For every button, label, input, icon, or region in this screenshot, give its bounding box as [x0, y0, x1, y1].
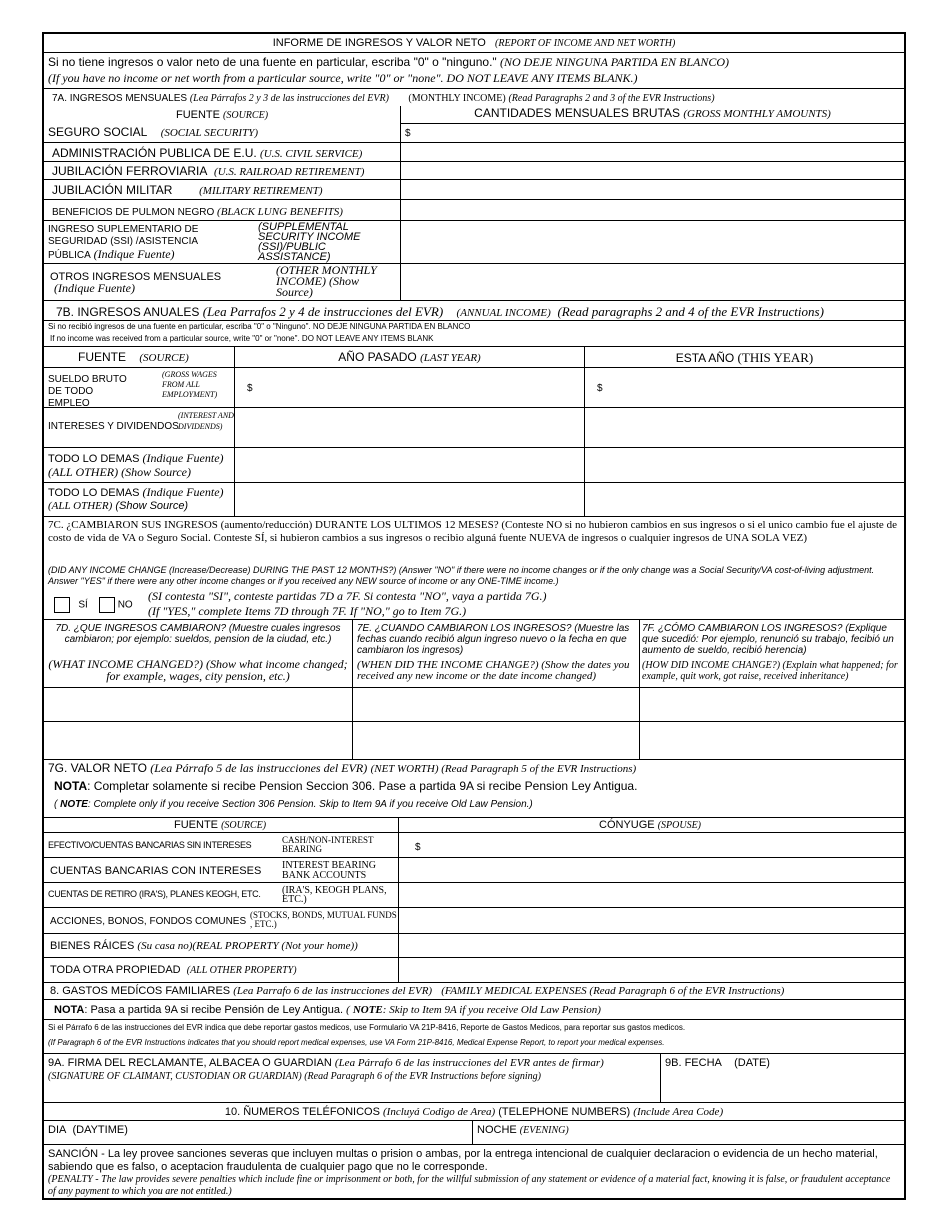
s8-instructions: [44, 1019, 904, 1053]
notice-es: Si no tiene ingresos o valor neto de una fuente en particular, escriba "0" o "ninguno.": [48, 55, 497, 69]
s7f-header-es: 7F. ¿CÓMO CAMBIARON LOS INGRESOS? (Explique que sucedió: Por ejemplo, renunció su trabajo, fecibió un aumento de sueldo, recibió herencia): [642, 623, 894, 656]
daytime-label-en: (DAYTIME): [72, 1124, 128, 1136]
date-label-en: (DATE): [734, 1057, 770, 1069]
this-year-header-en: (THIS YEAR): [737, 350, 814, 365]
s7c-instruction-es: (SI contesta "SI", conteste partidas 7D a 7F. Si contesta "NO", vaya a partida 7G.): [148, 589, 547, 603]
s8-nota-label: NOTA: [54, 1004, 85, 1016]
s7b-col-header: [44, 346, 904, 367]
how-changed-field[interactable]: [639, 688, 904, 721]
realty-label-en: (REAL PROPERTY (Not your home)): [192, 940, 358, 952]
change-date-field[interactable]: [352, 722, 639, 759]
s10-title: 10. ÑUMEROS TELÉFONICOS: [224, 1106, 380, 1118]
s7g-row-other: [44, 957, 904, 982]
s7g-row-ira: [44, 882, 904, 907]
s7a-amount-header: CANTIDADES MENSUALES BRUTAS: [474, 106, 680, 120]
signature-label-en: (SIGNATURE OF CLAIMANT, CUSTODIAN OR GUARDIAN) (Read Paragraph 6 of the EVR Instructions before signing): [48, 1071, 542, 1082]
s7b-note: [44, 320, 904, 346]
s7a-row-civil-service: [44, 142, 904, 161]
s7b-row-other-1: [44, 447, 904, 482]
s8-instructions-es: Si el Párrafo 6 de las instrucciones del EVR indica que debe reportar gastos medicos, use Formulario VA 21P-8416, Reporte de Gastos Medicos, para reportar sus gastos medicos.: [48, 1023, 686, 1032]
interest-label: INTERESES Y DIVIDENDOS: [48, 421, 179, 432]
nota-label: NOTA: [54, 779, 88, 793]
other-monthly-label: OTROS INGRESOS MENSUALES: [50, 271, 222, 283]
this-year-header: ESTA AÑO: [675, 351, 735, 365]
s7a-title-i: (Lea Párrafos 2 y 3 de las instrucciones del EVR): [189, 93, 389, 104]
form-title: INFORME DE INGRESOS Y VALOR NETO: [272, 37, 486, 49]
evening-label: NOCHE: [477, 1124, 517, 1136]
signature-label: 9A. FIRMA DEL RECLAMANTE, ALBACEA O GUARDIAN: [48, 1057, 332, 1069]
realty-label-i: (Su casa no): [137, 940, 193, 952]
cash-label: EFECTIVO/CUENTAS BANCARIAS SIN INTERESES: [48, 840, 252, 850]
s7g-row-realty: [44, 933, 904, 957]
section-8-title: [44, 982, 904, 999]
ira-label: CUENTAS DE RETIRO (IRA'S), PLANES KEOGH, ETC.: [48, 889, 261, 899]
interest-last-year[interactable]: [234, 408, 584, 447]
s7c-instruction-en: (If "YES," complete Items 7D through 7F. If "NO," go to Item 7G.): [148, 604, 467, 618]
ira-label-en: (IRA'S, KEOGH PLANS, ETC.): [282, 885, 387, 905]
other2-label-i: (Indique Fuente): [142, 485, 224, 499]
s7b-row-other-2: [44, 482, 904, 516]
s8-note-label: NOTE: [352, 1004, 383, 1016]
daytime-label: DIA: [48, 1124, 67, 1136]
s7a-row-other-monthly: [44, 263, 904, 300]
section-9: [44, 1053, 904, 1102]
s7d-header-es: 7D. ¿QUE INGRESOS CAMBIARON? (Muestre cuales ingresos cambiaron; por ejemplo: sueldos, pension de la ciudad, etc.): [55, 623, 341, 645]
railroad-amount[interactable]: [400, 162, 904, 179]
section-7d-7f-headers: [44, 619, 904, 687]
stocks-label-en: (STOCKS, BONDS, MUTUAL FUNDS , ETC.): [250, 910, 397, 929]
section-7c: [44, 516, 904, 619]
yes-checkbox[interactable]: [54, 597, 70, 613]
row-label: BENEFICIOS DE PULMON NEGRO: [52, 207, 215, 218]
s7a-row-social-security: [44, 123, 904, 142]
s7b-note-en: If no income was received from a particular source, write "0" or "none". DO NOT LEAVE ANY ITEMS BLANK: [50, 334, 434, 343]
interest-this-year[interactable]: [584, 408, 904, 447]
cash-amount[interactable]: [398, 833, 904, 857]
s7b-note-es: Si no recibió ingresos de una fuente en particular, escriba "0" o "Ninguno". NO DEJE NINGUNA PARTIDA EN BLANCO: [48, 322, 471, 331]
s7g-source-header: FUENTE: [174, 819, 218, 831]
other2-label: TODO LO DEMAS: [48, 487, 140, 499]
dollar-sign: $: [597, 383, 603, 394]
other2-label-en: (ALL OTHER): [48, 500, 113, 512]
income-changed-field[interactable]: [44, 722, 352, 759]
wages-label: SUELDO BRUTO DE TODO EMPLEO: [48, 374, 127, 409]
s7d-7f-row-1: [44, 687, 904, 721]
realty-amount[interactable]: [398, 934, 904, 957]
s7g-title: 7G. VALOR NETO: [48, 761, 147, 775]
ira-amount[interactable]: [398, 883, 904, 907]
form-title-row: [44, 34, 904, 52]
s8-title: 8. GASTOS MEDÍCOS FAMILIARES: [50, 985, 231, 997]
s8-title-en: (FAMILY MEDICAL EXPENSES (Read Paragraph 6 of the EVR Instructions): [441, 985, 785, 997]
income-changed-field[interactable]: [44, 688, 352, 721]
notice-en: (If you have no income or net worth from a particular source, write "0" or "none". DO NOT LEAVE ANY ITEMS BLANK.): [48, 71, 638, 85]
s7g-note: [44, 777, 904, 817]
s7a-row-military: [44, 179, 904, 199]
civil-service-amount[interactable]: [400, 143, 904, 161]
spouse-header-en: (SPOUSE): [657, 820, 702, 831]
wages-last-year[interactable]: [234, 368, 584, 407]
how-changed-field[interactable]: [639, 722, 904, 759]
s7b-source-header-en: (SOURCE): [139, 352, 189, 364]
dollar-sign: $: [405, 128, 411, 139]
s7b-title-en-i: (Read paragraphs 2 and 4 of the EVR Instructions): [557, 304, 824, 319]
s10-title-en: (TELEPHONE NUMBERS): [498, 1106, 631, 1118]
row-label: JUBILACIÓN MILITAR: [52, 183, 173, 197]
ssi-label-i: (Indique Fuente): [93, 247, 175, 261]
evening-phone-field[interactable]: [472, 1121, 904, 1144]
spouse-header: CÓNYUGE: [599, 819, 655, 831]
notice-row: [44, 52, 904, 88]
s7e-header-es: 7E. ¿CUANDO CAMBIARON LOS INGRESOS? (Muestre las fechas cuando recibió algun ingreso nuevo o la fecha en que cambiaron los ingresos): [357, 623, 630, 656]
last-year-header: AÑO PASADO: [338, 350, 417, 364]
interest-label-en: (INTEREST AND DIVIDENDS): [178, 411, 234, 431]
row-label: JUBILACIÓN FERROVIARIA: [52, 164, 208, 178]
s7g-row-stocks: [44, 907, 904, 933]
penalty-en: (PENALTY - The law provides severe penalties which include fine or imprisonment or both, for the willful submission of any statement or evidence of a material fact, knowing it is false, or fraudulent acceptance of any payment to which you are not entitled.): [48, 1174, 891, 1197]
s7a-title-en: (MONTHLY INCOME): [408, 93, 506, 104]
cash-label-en: CASH/NON-INTEREST BEARING: [282, 835, 374, 854]
penalty-es: SANCIÓN - La ley provee sanciones severas que incluyen multas o prision o ambas, por la entrega intencional de cualquier declaracion o evidencia de un hecho material, sabiendo que es falso, o aceptacion fraudulenta de cualquier pago que no le corresponde.: [48, 1148, 878, 1173]
signature-label-i: (Lea Párrafo 6 de las instrucciones del EVR antes de firmar): [334, 1057, 604, 1069]
notice-es-b: (NO DEJE NINGUNA PARTIDA EN BLANCO): [500, 55, 730, 69]
other-property-amount[interactable]: [398, 958, 904, 982]
no-checkbox[interactable]: [99, 597, 115, 613]
last-year-header-en: (LAST YEAR): [420, 352, 481, 364]
signature-field[interactable]: [44, 1054, 660, 1102]
other1-label: TODO LO DEMAS: [48, 453, 140, 465]
penalty-statement: [44, 1144, 904, 1200]
row-label-en: (MILITARY RETIREMENT): [199, 185, 323, 197]
s7c-question-es: 7C. ¿CAMBIARON SUS INGRESOS (aumento/reducción) DURANTE LOS ULTIMOS 12 MESES? (Conteste NO si no hubieron cambios en sus ingresos o si el unico cambio fue el ajuste de costo de vida de VA o Seguro Social. Conteste SÍ, si hubieron cambios a sus ingresos o recibio alguná fuente NUEVA de ingresos o cualquier ingresos de UNA SOLA VEZ): [48, 519, 897, 544]
other1-this-year[interactable]: [584, 448, 904, 482]
ssi-label: INGRESO SUPLEMENTARIO DE SEGURIDAD (SSI) /ASISTENCIA PÚBLICA: [48, 224, 199, 261]
stocks-label: ACCIONES, BONOS, FONDOS COMUNES: [50, 916, 247, 927]
s8-note-open: (: [346, 1004, 350, 1016]
s8-title-i: (Lea Parrafo 6 de las instrucciones del EVR): [233, 985, 433, 997]
other-property-label-en: (ALL OTHER PROPERTY): [186, 965, 297, 976]
s10-title-en-i: (Include Area Code): [633, 1106, 724, 1118]
wages-label-en: (GROSS WAGES FROM ALL EMPLOYMENT): [162, 370, 218, 399]
s7g-note-en: : Complete only if you receive Section 306 Pension. Skip to Item 9A if you receive Old Law Pension.): [87, 799, 533, 810]
s7a-row-black-lung: [44, 199, 904, 220]
s7a-col-header: [44, 106, 904, 123]
income-net-worth-form: [42, 32, 906, 1200]
other-monthly-label-i: (Indique Fuente): [54, 281, 135, 295]
s7b-row-wages: [44, 367, 904, 407]
date-field[interactable]: [660, 1054, 904, 1102]
row-label-en: (BLACK LUNG BENEFITS): [217, 206, 343, 218]
dollar-sign: $: [247, 383, 253, 394]
s7d-7f-row-2: [44, 721, 904, 759]
no-label: NO: [117, 599, 133, 611]
black-lung-amount[interactable]: [400, 200, 904, 220]
s7c-question-en: (DID ANY INCOME CHANGE (Increase/Decrease) DURING THE PAST 12 MONTHS?) (Answer "NO" if there were no income changes or if the only change was a Social Security/VA cost-of-living adjustment. Answer "YES" if there were any other income changes or if you received any NEW source of income or any ONE-TIME income.): [48, 565, 875, 586]
evening-label-en: (EVENING): [519, 1125, 569, 1136]
section-7g-title: [44, 759, 904, 777]
s7b-title-i: (Lea Parrafos 2 y 4 de instrucciones del EVR): [202, 304, 444, 319]
s7a-title: 7A. INGRESOS MENSUALES: [52, 93, 188, 104]
other1-label-i: (Indique Fuente): [142, 451, 224, 465]
other2-label-en-b: (Show Source): [115, 500, 189, 512]
s7b-title-en: (ANNUAL INCOME): [456, 307, 551, 319]
ssi-label-en: (SUPPLEMENTAL SECURITY INCOME (SSI)/PUBLIC ASSISTANCE): [258, 221, 361, 263]
other2-this-year[interactable]: [584, 483, 904, 516]
other1-last-year[interactable]: [234, 448, 584, 482]
other-monthly-label-en: (OTHER MONTHLY INCOME) (Show Source): [276, 263, 377, 299]
daytime-phone-field[interactable]: [44, 1121, 472, 1144]
s8-note-en: : Skip to Item 9A if you receive Old Law Pension): [382, 1004, 601, 1016]
s7b-row-interest: [44, 407, 904, 447]
note-label: NOTE: [60, 799, 88, 810]
change-date-field[interactable]: [352, 688, 639, 721]
s8-instructions-en: (If Paragraph 6 of the EVR Instructions indicates that you should report medical expenses, use VA Form 21P-8416, Medical Expense Report, to report your medical expenses.: [48, 1038, 665, 1047]
section-10-title: [44, 1102, 904, 1120]
bank-label-en: INTEREST BEARING BANK ACCOUNTS: [282, 860, 376, 881]
s7g-row-bank: [44, 857, 904, 882]
form-title-en: (REPORT OF INCOME AND NET WORTH): [495, 38, 676, 49]
s7a-row-ssi: [44, 220, 904, 263]
other1-label-en: (ALL OTHER) (Show Source): [48, 465, 191, 479]
s7a-title-en-i: (Read Paragraphs 2 and 3 of the EVR Instructions): [508, 93, 715, 104]
s7a-source-header-en: (SOURCE): [223, 110, 269, 121]
row-label-en: (U.S. RAILROAD RETIREMENT): [214, 166, 365, 178]
yes-label: SÍ: [78, 599, 88, 611]
s7a-amount-header-en: (GROSS MONTHLY AMOUNTS): [683, 108, 831, 120]
other-monthly-amount[interactable]: [400, 264, 904, 300]
other2-last-year[interactable]: [234, 483, 584, 516]
bank-label: CUENTAS BANCARIAS CON INTERESES: [50, 865, 262, 877]
s7b-title: 7B. INGRESOS ANUALES: [56, 305, 200, 319]
s7e-header-en: (WHEN DID THE INCOME CHANGE?) (Show the dates you received any new income or the date income changed): [357, 659, 630, 682]
wages-this-year[interactable]: [584, 368, 904, 407]
s10-title-i: (Incluyá Codigo de Area): [383, 1106, 496, 1118]
row-label-en: (U.S. CIVIL SERVICE): [260, 148, 363, 160]
s8-nota-es: : Pasa a partida 9A si recibe Pensión de Ley Antigua.: [84, 1004, 344, 1016]
s7g-col-header: [44, 817, 904, 832]
s7a-row-railroad: [44, 161, 904, 179]
other-property-label: TODA OTRA PROPIEDAD: [50, 964, 181, 976]
s7g-nota-es: : Completar solamente si recibe Pension Seccion 306. Pase a partida 9A si recibe Pension Ley Antigua.: [87, 779, 638, 793]
s7d-header-en: (WHAT INCOME CHANGED?) (Show what income changed; for example, wages, city pension, etc.): [48, 657, 348, 683]
note-open: (: [54, 799, 58, 810]
section-7b-title: [44, 300, 904, 320]
s8-note: [44, 999, 904, 1019]
ssi-amount[interactable]: [400, 221, 904, 263]
row-label-en: (SOCIAL SECURITY): [160, 127, 258, 139]
s7g-row-cash: [44, 832, 904, 857]
s7a-source-header: FUENTE: [175, 109, 220, 121]
section-10-phones: [44, 1120, 904, 1144]
date-label: 9B. FECHA: [665, 1057, 722, 1069]
s7g-title-i: (Lea Párrafo 5 de las instrucciones del EVR): [150, 761, 368, 775]
military-amount[interactable]: [400, 180, 904, 199]
row-label: SEGURO SOCIAL: [48, 125, 148, 139]
s7f-header-en: (HOW DID INCOME CHANGE?) (Explain what happened; for example, quit work, got raise, received inheritance): [642, 660, 898, 682]
row-label: ADMINISTRACIÓN PUBLICA DE E.U.: [52, 146, 257, 160]
section-7a-title: [44, 88, 904, 106]
s7g-source-header-en: (SOURCE): [221, 820, 267, 831]
realty-label: BIENES RÁICES: [50, 940, 135, 952]
stocks-amount[interactable]: [398, 908, 904, 933]
s7g-title-en: (NET WORTH) (Read Paragraph 5 of the EVR Instructions): [370, 763, 637, 775]
s7b-source-header: FUENTE: [78, 350, 126, 364]
bank-amount[interactable]: [398, 858, 904, 882]
dollar-sign: $: [415, 842, 421, 853]
social-security-amount[interactable]: [400, 123, 904, 142]
